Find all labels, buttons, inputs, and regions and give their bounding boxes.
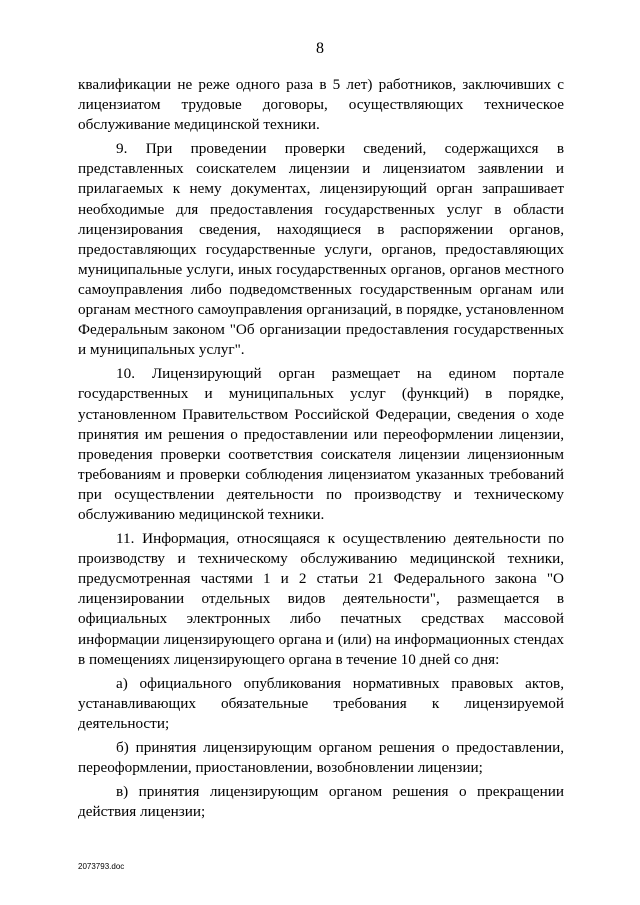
paragraph-item-9: 9. При проведении проверки сведений, содержащихся в представленных соискателем лицензии и лицензиатом заявлении и прилагаемых к нему документах, лицензирующий орган запрашивает необходимые для предоставления государственных услуг в области лицензирования сведения, находящиеся в распоряжении органов, предоставляющих государственные услуги, органов, предоставляющих муниципальные услуги, иных государственных органов, органов местного самоуправления либо подведомственных государственным органам или органам местного самоуправления организаций, в порядке, установленном Федеральным законом "Об организации предоставления государственных и муниципальных услуг".: [78, 140, 564, 359]
subitem-b: б) принятия лицензирующим органом решения о предоставлении, переоформлении, приостановлении, возобновлении лицензии;: [78, 739, 564, 777]
paragraph-item-11: 11. Информация, относящаяся к осуществлению деятельности по производству и техническому обслуживанию медицинской техники, предусмотренная частями 1 и 2 статьи 21 Федерального закона "О лицензировании отдельных видов деятельности", размещается в официальных электронных либо печатных средствах массовой информации лицензирующего органа и (или) на информационных стендах в помещениях лицензирующего органа в течение 10 дней со дня:: [78, 530, 564, 668]
page-number: 8: [316, 40, 324, 57]
document-file-code: 2073793.doc: [78, 862, 125, 871]
paragraph-continuation: квалификации не реже одного раза в 5 лет) работников, заключивших с лицензиатом трудовые договоры, осуществляющих техническое обслуживание медицинской техники.: [78, 76, 564, 134]
subitem-a: а) официального опубликования нормативных правовых актов, устанавливающих обязательные требования к лицензируемой деятельности;: [78, 674, 564, 732]
paragraph-item-10: 10. Лицензирующий орган размещает на едином портале государственных и муниципальных услуг (функций) в порядке, установленном Правительством Российской Федерации, сведения о ходе принятия им решения о предоставлении или переоформлении лицензии, проведения проверки соответствия соискателя лицензии лицензионным требованиям и проверки соблюдения лицензиатом указанных требований при осуществлении деятельности по производству и техническому обслуживанию медицинской техники.: [78, 365, 564, 523]
subitem-c: в) принятия лицензирующим органом решения о прекращении действия лицензии;: [78, 783, 564, 821]
document-body: [78, 75, 564, 822]
